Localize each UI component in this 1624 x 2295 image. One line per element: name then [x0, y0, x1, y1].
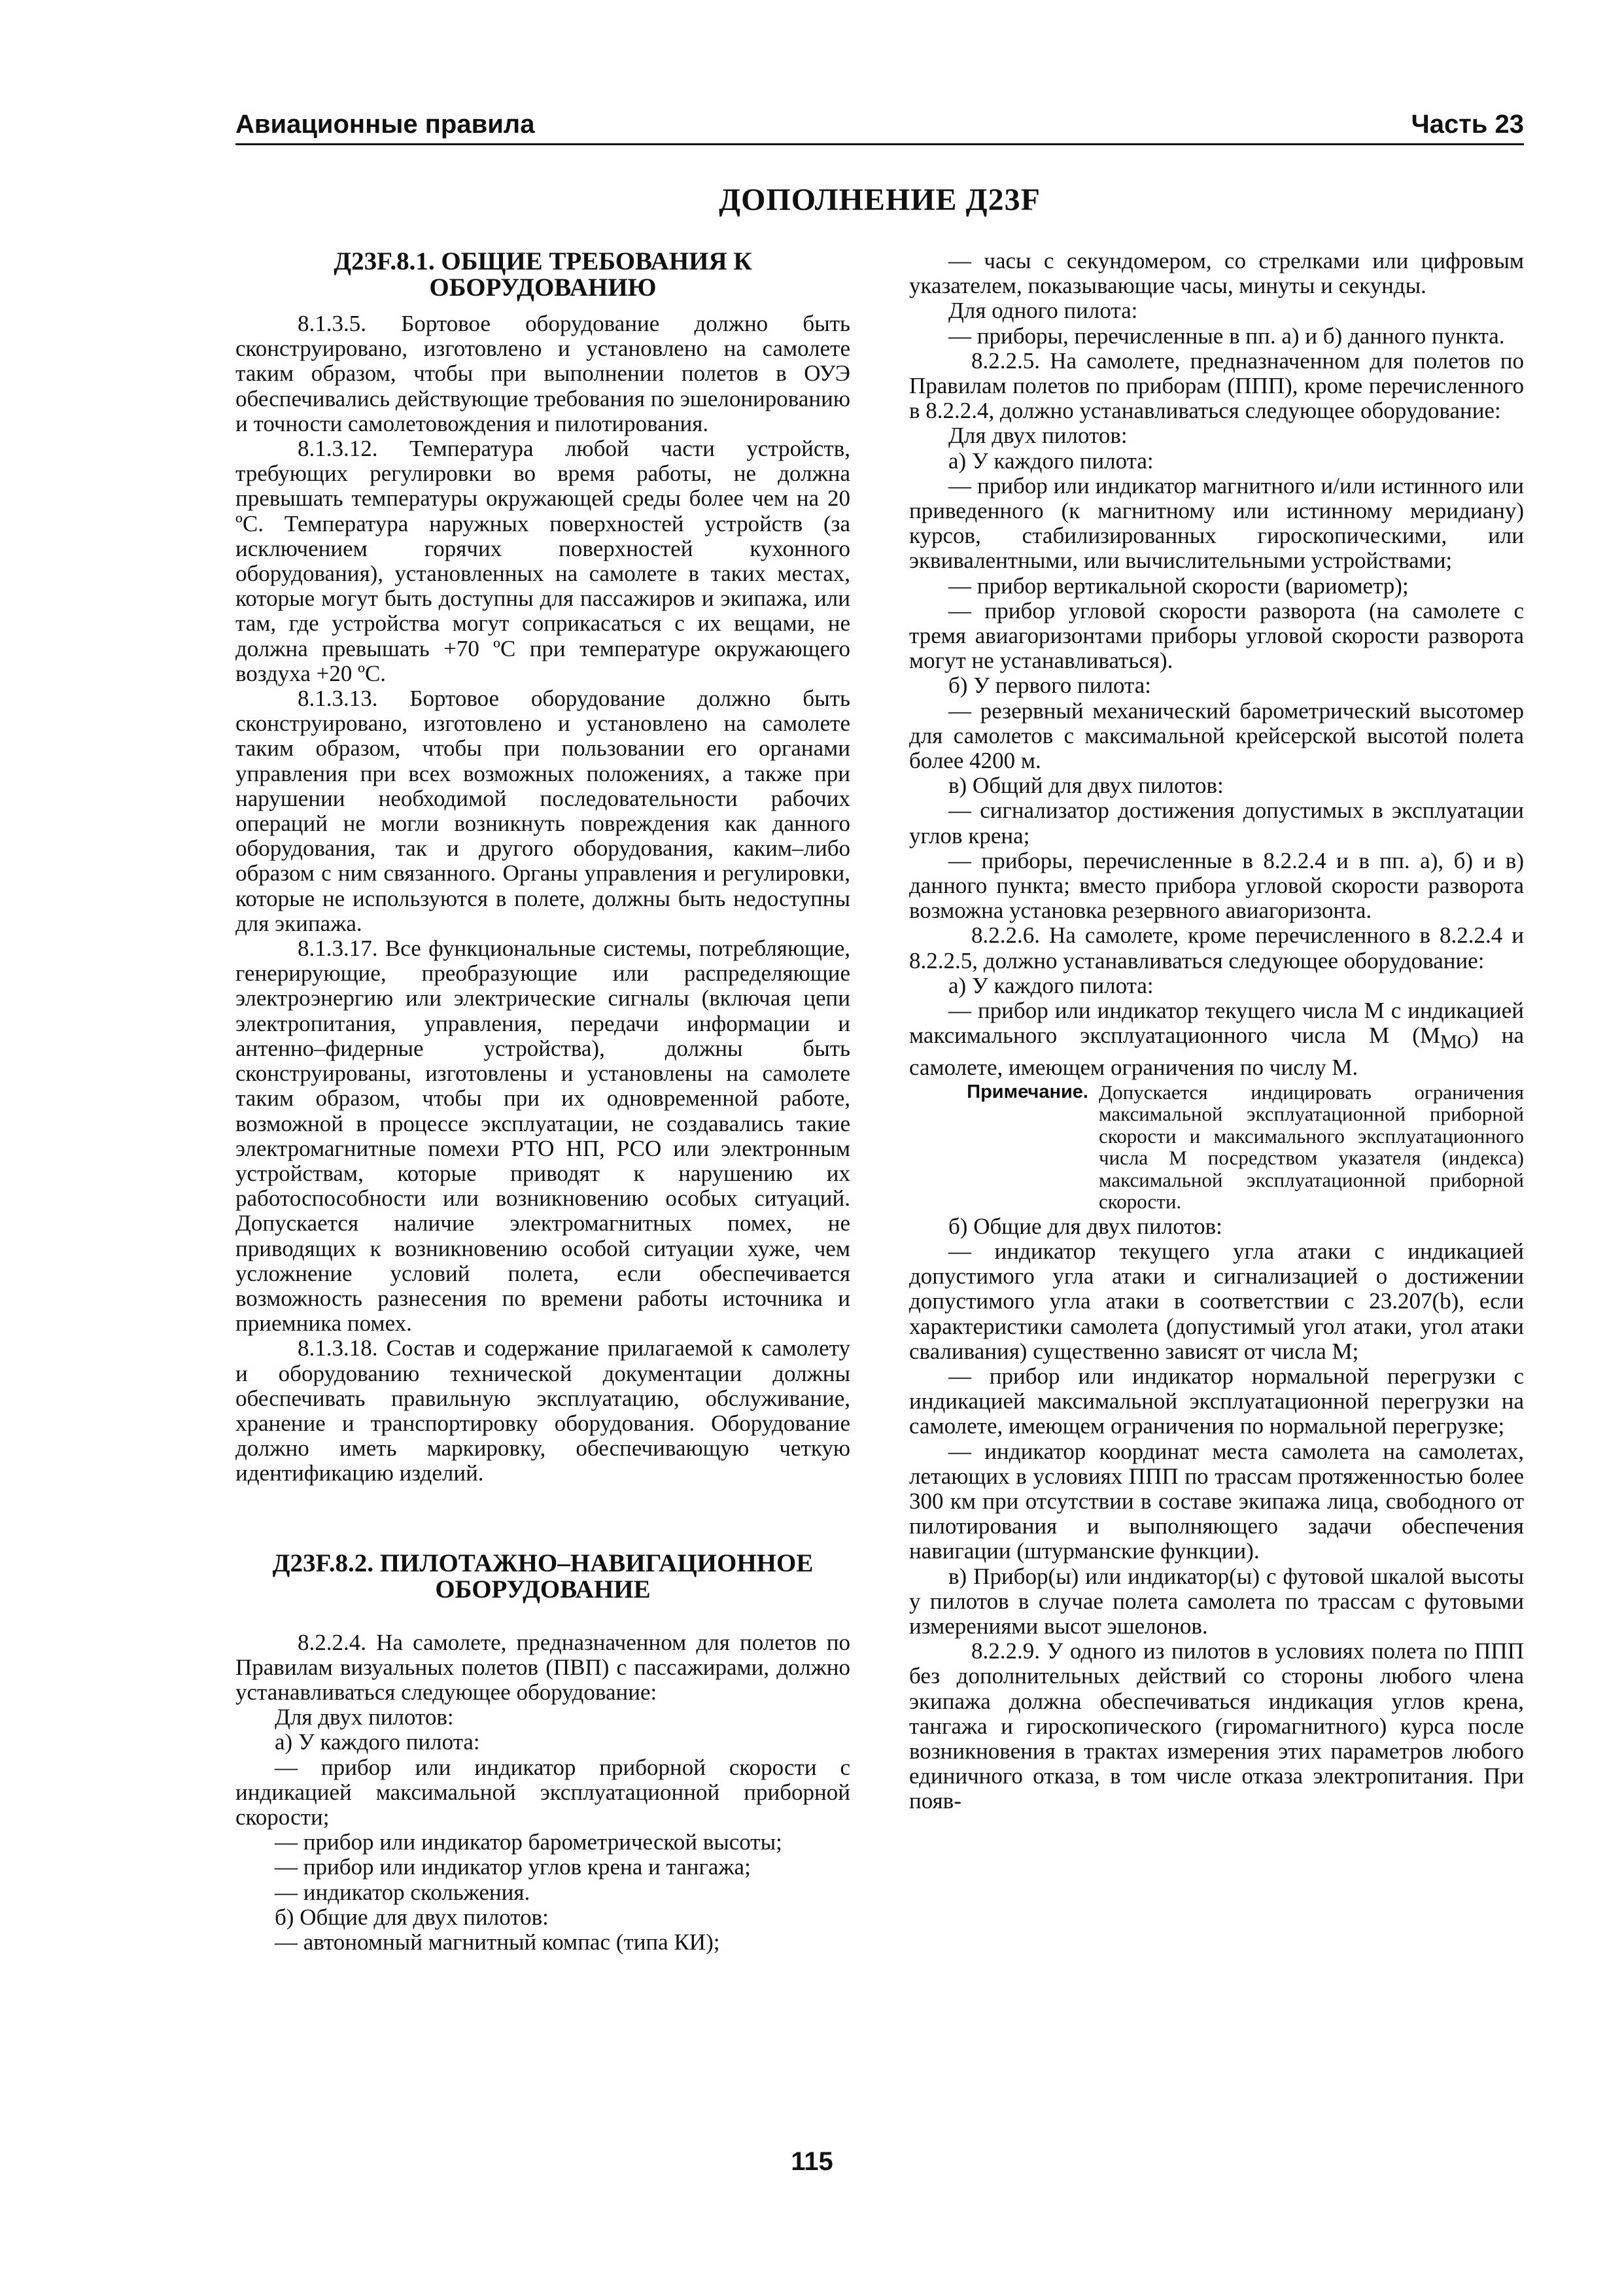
list-item: — прибор или индикатор барометрической высоты; [275, 1829, 782, 1855]
paragraph: 8.1.3.5. Бортовое оборудование должно быть сконструировано, изготовлено и установлено на самолете таким образом, чтобы при выполнении полетов в ОУЭ обеспечивались действующие требования по эшелонированию и точности самолетовождения и пилотирования. [235, 311, 850, 436]
paragraph: 8.2.2.5. На самолете, предназначенном для полетов по Правилам полетов по приборам (ППП), кроме перечисленного в 8.2.2.4, должно устанавливаться следующее оборудование: [909, 347, 1524, 424]
list-heading: а) У каждого пилота: [275, 1729, 480, 1755]
list-heading: б) У первого пилота: [948, 673, 1151, 699]
list-heading: Для двух пилотов: [275, 1704, 454, 1730]
section-heading: Д23F.8.2. ПИЛОТАЖНО–НАВИГАЦИОННОЕ ОБОРУДОВАНИЕ [272, 1549, 814, 1603]
list-heading: Для двух пилотов: [948, 423, 1128, 449]
running-header [235, 105, 1524, 145]
list-item: — прибор или индикатор приборной скорости с индикацией максимальной эксплуатационной приборной скорости; [235, 1754, 850, 1830]
left-column [235, 249, 850, 1955]
list-heading: в) Общий для двух пилотов: [948, 773, 1224, 799]
mach-subscript: МО [1440, 1032, 1472, 1053]
list-item: — резервный механический барометрический высотомер для самолетов с максимальной крейсерской высотой полета более 4200 м. [909, 697, 1524, 774]
list-item: — прибор угловой скорости разворота (на самолете с тремя авиагоризонтами приборы угловой скорости разворота могут не устанавливаться). [909, 597, 1524, 674]
list-item: — прибор или индикатор магнитного и/или истинного или приведенного (к магнитному или истинному меридиану) курсов, стабилизированных гироскопическими, или эквивалентными, или вычислительными устройствами; [909, 472, 1524, 574]
list-item: — сигнализатор достижения допустимых в эксплуатации углов крена; [909, 797, 1524, 849]
section-heading: Д23F.8.1. ОБЩИЕ ТРЕБОВАНИЯ К ОБОРУДОВАНИЮ [334, 247, 752, 302]
paragraph: 8.1.3.18. Состав и содержание прилагаемой к самолету и оборудованию технической документации должны обеспечивать правильную эксплуатацию, обслуживание, хранение и транспортировку оборудования. Оборудование должно иметь маркировку, обеспечивающую четкую идентификацию изделий. [235, 1335, 850, 1486]
list-heading: а) У каждого пилота: [948, 972, 1154, 998]
page-number: 115 [791, 2147, 833, 2176]
header-right: Часть 23 [1411, 110, 1524, 139]
list-item: — индикатор координат места самолета на самолетах, летающих в условиях ППП по трассам протяженностью более 300 км при отсутствии в составе экипажа лица, свободного от пилотирования и выполняющего задачи обеспечения навигации (штурманские функции). [909, 1438, 1524, 1564]
note-label: Примечание. [967, 1081, 1088, 1102]
mach-text-b: ) на самолете, имеющем ограничения по числу М. [909, 1023, 1525, 1080]
list-item: — прибор вертикальной скорости (вариометр); [948, 572, 1409, 599]
paragraph: 8.2.2.4. На самолете, предназначенном для полетов по Правилам визуальных полетов (ПВП) с пассажирами, должно устанавливаться следующее оборудование: [235, 1629, 850, 1705]
note-text: Допускается индицировать ограничения максимальной эксплуатационной приборной скорости и максимального эксплуатационного числа М посредством указателя (индекса) максимальной эксплуатационной приборной скорости. [1099, 1080, 1524, 1214]
paragraph: 8.1.3.12. Температура любой части устройств, требующих регулировки во время работы, не должна превышать температуры окружающей среды более чем на 20 ºС. Температура наружных поверхностей устройств (за исключением горячих поверхностей кухонного оборудования), установленных на самолете в таких местах, которые могут быть доступны для пассажиров и экипажа, или там, где устройства могут соприкасаться с их вещами, не должна превышать +70 ºС при температуре окружающего воздуха +20 ºС. [235, 436, 850, 686]
list-heading: б) Общие для двух пилотов: [275, 1904, 549, 1930]
paragraph: 8.2.2.6. На самолете, кроме перечисленного в 8.2.2.4 и 8.2.2.5, должно устанавливаться следующее оборудование: [909, 922, 1524, 973]
list-item: — приборы, перечисленные в 8.2.2.4 и в пп. а), б) и в) данного пункта; вместо прибора угловой скорости разворота возможна установка резервного авиагоризонта. [909, 847, 1524, 924]
list-item: — прибор или индикатор нормальной перегрузки с индикацией максимальной эксплуатационной перегрузки на самолете, имеющем ограничения по нормальной перегрузке; [909, 1363, 1524, 1439]
note-block [909, 1081, 1524, 1213]
paragraph: 8.2.2.9. У одного из пилотов в условиях полета по ППП без дополнительных действий со стороны любого члена экипажа должна обеспечиваться индикация углов крена, тангажа и гироскопического (гиромагнитного) курса после возникновения в трактах измерения этих параметров любого единичного отказа, в том числе отказа электропитания. При появ- [909, 1638, 1524, 1814]
paragraph: 8.1.3.13. Бортовое оборудование должно быть сконструировано, изготовлено и установлено на самолете таким образом, чтобы при пользовании его органами управления при всех возможных положениях, а также при нарушении необходимой последовательности рабочих операций не могли возникнуть повреждения как данного оборудования, так и другого оборудования, каким–либо образом с ним связанного. Органы управления и регулировки, которые не используются в полете, должны быть недоступны для экипажа. [235, 686, 850, 936]
list-heading: а) У каждого пилота: [948, 447, 1154, 474]
header-left: Авиационные правила [235, 110, 535, 139]
mach-text-a: — прибор или индикатор текущего числа М с индикацией максимального эксплуатационного числа М (М [909, 998, 1524, 1049]
paragraph: 8.1.3.17. Все функциональные системы, потребляющие, генерирующие, преобразующие или распределяющие электроэнергию или электрические сигналы (включая цепи электропитания, управления, передачи информации и антенно–фидерные устройства), должны быть сконструированы, изготовлены и установлены на самолете таким образом, чтобы при их одновременной работе, возможной в процессе эксплуатации, не создавались такие электромагнитные помехи РТО НП, РСО или электронным устройствам, которые приводят к нарушению их работоспособности или возникновению особых ситуаций. Допускается наличие электромагнитных помех, не приводящих к возникновению особой ситуации хуже, чем усложнение условий полета, если обеспечивается возможность разнесения по времени работы источника и приемника помех. [235, 936, 850, 1337]
right-column [909, 249, 1524, 1814]
list-item: — приборы, перечисленные в пп. а) и б) данного пункта. [948, 323, 1505, 349]
list-item: в) Прибор(ы) или индикатор(ы) с футовой шкалой высоты у пилотов в случае полета самолета по трассам с футовыми измерениями высот эшелонов. [909, 1563, 1524, 1639]
document-title: ДОПОЛНЕНИЕ Д23F [719, 183, 1041, 217]
list-heading: б) Общие для двух пилотов: [948, 1213, 1222, 1239]
list-item: — автономный магнитный компас (типа КИ); [275, 1929, 720, 1955]
list-item: — прибор или индикатор углов крена и тангажа; [275, 1854, 751, 1880]
list-item: — индикатор скольжения. [275, 1879, 530, 1905]
list-item: — часы с секундомером, со стрелками или цифровым указателем, показывающие часы, минуты и секунды. [909, 248, 1524, 299]
list-item: — индикатор текущего угла атаки с индикацией допустимого угла атаки и сигнализацией о достижении допустимого угла атаки в соответствии с 23.207(b), если характеристики самолета (допустимый угол атаки, угол атаки сваливания) существенно зависят от числа М; [909, 1238, 1524, 1364]
list-item [909, 998, 1524, 1080]
list-heading: Для одного пилота: [948, 298, 1138, 324]
